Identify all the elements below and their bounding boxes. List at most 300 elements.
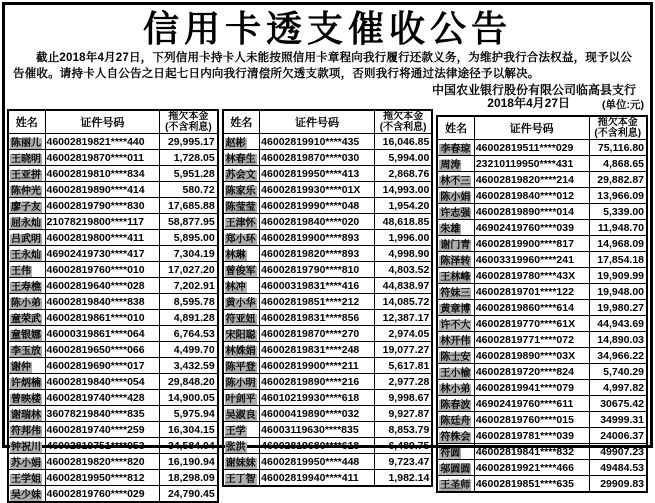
debtor-name-cell [8,134,45,150]
table-row [437,348,647,364]
debtor-name: 陈小娟 [440,192,471,203]
debtor-name-cell [223,374,260,390]
debtor-name: 廖子友 [11,202,41,213]
table-row [437,428,647,444]
debtor-amount-cell: 16,046.85 [374,134,432,150]
debtor-id-cell: 46002819851****212 [260,294,375,310]
table-row [223,374,433,390]
table-row [223,454,433,470]
debtor-name: 曾映楼 [11,394,41,405]
debtor-name: 陈士安 [440,352,471,363]
announcement-date: 2018年4月27日 [487,96,570,110]
debtor-id-cell: 46002819820****820 [45,454,160,470]
table-row [8,358,218,374]
notice-text: 截止2018年4月27日，下列信用卡持卡人未能按照信用卡章程向我行履行还款义务，为维护我行合法权益，现予以公告催收。请持卡人自公告之日起七日内向我行清偿所欠透支款项，否则我行将通过法律途径予以解决。 [13,52,633,80]
debtor-table [7,109,219,503]
debtor-id-cell: 46002819860****614 [474,300,589,316]
debtor-amount-cell: 8,853.79 [374,422,432,438]
debtor-name-cell [437,412,474,428]
debtor-amount-cell: 1,996.00 [374,230,432,246]
table-row [437,252,647,268]
debtor-amount-cell: 24006.37 [589,428,647,444]
debtor-name-cell [8,150,45,166]
debtor-amount-cell: 2,977.28 [374,374,432,390]
debtor-name-cell [223,294,260,310]
debtor-id-cell: 46002819820****893 [260,246,375,262]
debtor-id-cell: 46002819890****014 [474,204,589,220]
debtor-amount-cell: 17,685.88 [160,198,218,214]
debtor-name: 林不三 [440,176,471,187]
debtor-name-cell [223,230,260,246]
debtor-name-cell [437,428,474,444]
debtor-name-cell [8,294,45,310]
debtor-name: 张洪 [225,442,246,453]
debtor-name: 王寿樵 [11,282,41,293]
debtor-amount-cell: 48,618.85 [374,214,432,230]
debtor-name: 苏会文 [225,170,256,181]
debtor-name-cell [8,470,45,486]
debtor-id-cell: 46002819841****832 [474,444,589,460]
table-row [223,134,433,150]
debtor-name: 谢仲 [11,362,31,373]
debtor-name: 宋阳聪 [225,330,256,341]
table-row [8,278,218,294]
debtor-name: 林琳 [225,250,246,261]
debtor-name-cell [8,198,45,214]
debtor-name-cell [223,166,260,182]
debtor-name: 林冲 [225,282,246,293]
debtor-name-cell [437,444,474,460]
debtor-id-cell: 46002819760****029 [45,486,160,503]
debtor-id-cell: 46002819820****214 [474,172,589,188]
debtor-name-cell [437,140,474,156]
debtor-id-cell: 46002819770****61X [474,316,589,332]
debtor-amount-cell: 6,764.53 [160,326,218,342]
debtor-id-cell: 46002819690****017 [45,358,160,374]
debtor-id-cell: 46002819790****810 [260,262,375,278]
debtor-name-cell [8,278,45,294]
debtor-amount-cell: 24,790.45 [160,486,218,503]
debtor-name-cell [437,396,474,412]
table-row [437,284,647,300]
debtor-name-cell [223,198,260,214]
debtor-name: 吴淑良 [225,410,256,421]
table-row [437,364,647,380]
debtor-name: 林小弟 [440,384,471,395]
table-row [223,422,433,438]
debtor-name-cell [223,438,260,454]
debtor-amount-cell: 14,085.72 [374,294,432,310]
table-body [223,134,433,487]
table-row [8,438,218,454]
debtor-amount-cell: 5,895.00 [160,230,218,246]
debtor-name-cell [437,284,474,300]
debtor-amount-cell: 5,740.29 [589,364,647,380]
table-row [8,182,218,198]
debtor-amount-cell: 1,954.20 [374,198,432,214]
debtor-name: 童荣武 [11,314,41,325]
debtor-name: 陈小明 [225,378,256,389]
header-row [223,110,433,134]
debtor-name-cell [223,278,260,294]
debtor-amount-cell: 17,027.20 [160,262,218,278]
debtor-name-cell [8,182,45,198]
debtor-name-cell [437,300,474,316]
debtor-table [436,115,648,493]
debtor-amount-cell: 4,868.65 [589,156,647,172]
table-row [8,486,218,503]
debtor-name: 谢妹妹 [225,458,256,469]
debtor-id-cell: 46002819810****834 [45,166,160,182]
debtor-amount-cell: 9,927.87 [374,406,432,422]
debtor-amount-cell: 29909.83 [589,476,647,493]
debtor-table-right [436,109,648,491]
debtor-name-cell [223,342,260,358]
debtor-id-cell: 46002819640****028 [45,278,160,294]
debtor-name-cell [223,358,260,374]
debtor-name-cell [8,230,45,246]
debtor-name: 陈丽儿 [11,138,41,149]
table-row [8,342,218,358]
debtor-id-cell: 46002819511****029 [474,140,589,156]
debtor-amount-cell: 5,951.28 [160,166,218,182]
debtor-id-cell: 46002819870****011 [45,150,160,166]
debtor-amount-cell: 1,982.14 [374,470,432,487]
table-row [437,268,647,284]
debtor-amount-cell: 58,877.95 [160,214,218,230]
debtor-amount-cell: 5,994.00 [374,150,432,166]
table-row [437,396,647,412]
debtor-id-cell: 46002819760****010 [45,262,160,278]
debtor-id-cell: 46002819740****259 [45,422,160,438]
debtor-name: 符株会 [440,432,471,443]
table-row [437,220,647,236]
debtor-name-cell [223,422,260,438]
table-row [223,390,433,406]
debtor-id-cell: 46002819790****830 [45,198,160,214]
debtor-name-cell [8,214,45,230]
debtor-id-cell: 46002819950****413 [260,166,375,182]
table-row [437,172,647,188]
debtor-id-cell: 36078219840****835 [45,406,160,422]
debtor-id-cell: 46002819900****817 [474,236,589,252]
debtor-name-cell [437,476,474,493]
debtor-name-cell [223,454,260,470]
table-row [223,358,433,374]
table-row [223,230,433,246]
debtor-name-cell [437,380,474,396]
debtor-name-cell [8,166,45,182]
debtor-name-cell [8,246,45,262]
debtor-name: 陈家乐 [225,186,256,197]
table-row [223,198,433,214]
debtor-name-cell [8,390,45,406]
table-row [437,316,647,332]
debtor-name-cell [223,134,260,150]
table-row [8,166,218,182]
debtor-name: 童银娜 [11,330,41,341]
debtor-name: 王学姐 [11,474,41,485]
debtor-amount-cell: 3,432.59 [160,358,218,374]
debtor-amount-cell: 2,868.76 [374,166,432,182]
header-row [437,116,647,140]
debtor-amount-cell: 9,998.67 [374,390,432,406]
debtor-amount-cell: 5,339.00 [589,204,647,220]
debtor-amount-cell: 18,298.09 [160,470,218,486]
debtor-name: 符圆 [440,448,461,459]
debtor-name: 谢门青 [440,240,471,251]
table-row [437,444,647,460]
debtor-name: 郑小环 [225,234,256,245]
debtor-name-cell [437,236,474,252]
debtor-id-cell: 46002819680****618 [260,438,375,454]
col-header-id: 证件号码 [45,110,160,134]
debtor-name-cell [437,252,474,268]
debtor-amount-cell: 29,995.17 [160,134,218,150]
debtor-name-cell [437,348,474,364]
debtor-id-cell: 46002819851****635 [474,476,589,493]
debtor-name-cell [437,172,474,188]
debtor-id-cell: 46000319831****416 [260,278,375,294]
debtor-name-cell [437,268,474,284]
table-body [8,134,218,503]
debtor-amount-cell: 44,943.69 [589,316,647,332]
debtor-name-cell [437,156,474,172]
table-row [223,246,433,262]
table-row [8,310,218,326]
table-row [223,326,433,342]
debtor-amount-cell: 29,848.20 [160,374,218,390]
debtor-amount-cell: 4,997.82 [589,380,647,396]
debtor-id-cell: 46002819890****414 [45,182,160,198]
debtor-name: 李春琼 [440,144,471,155]
debtor-name-cell [8,310,45,326]
debtor-amount-cell: 16,190.94 [160,454,218,470]
debtor-id-cell: 46002819800****411 [45,230,160,246]
debtor-id-cell: 46003119630****835 [260,422,375,438]
debtor-name-cell [437,220,474,236]
debtor-name: 王林峰 [440,272,471,283]
debtor-name: 林春生 [225,154,256,165]
debtor-id-cell: 46002819771****072 [474,332,589,348]
debtor-name: 林开伟 [440,336,471,347]
debtor-name-cell [223,390,260,406]
col-header-id: 证件号码 [474,116,589,140]
debtor-name-cell [437,204,474,220]
debtor-amount-cell: 14,900.05 [160,390,218,406]
debtor-id-cell: 46002819781****039 [474,428,589,444]
debtor-amount-cell: 19,077.27 [374,342,432,358]
debtor-id-cell: 46000419890****032 [260,406,375,422]
debtor-name: 王圣师 [440,480,471,491]
debtor-id-cell: 46002819760****015 [474,412,589,428]
debtor-name: 许不大 [440,320,471,331]
debtor-amount-cell: 44,838.97 [374,278,432,294]
debtor-name: 吕武明 [11,234,41,245]
debtor-name: 王亚拼 [11,170,41,181]
debtor-id-cell: 46002819921****466 [474,460,589,476]
debtor-id-cell: 46002819890****03X [474,348,589,364]
table-row [223,262,433,278]
header-row [8,110,218,134]
debtor-id-cell: 46002819840****012 [474,188,589,204]
debtor-name: 陈春波 [440,400,471,411]
debtor-name: 王小榆 [440,368,471,379]
debtor-name: 周涛 [440,160,461,171]
debtor-amount-cell: 14,993.00 [374,182,432,198]
debtor-name: 王丁智 [225,474,256,485]
debtor-amount-cell: 19,909.99 [589,268,647,284]
debtor-id-cell: 46002819780****43X [474,268,589,284]
debtor-id-cell: 46002819870****030 [260,150,375,166]
debtor-amount-cell: 49484.53 [589,460,647,476]
debtor-name: 许志强 [440,208,471,219]
debtor-amount-cell: 9,723.47 [374,454,432,470]
debtor-amount-cell: 14,968.09 [589,236,647,252]
debtor-name: 王伟 [11,266,31,277]
col-header-amount: 拖欠本金 (不含利息) [374,110,432,134]
table-row [437,188,647,204]
debtor-name: 苏小娟 [11,458,41,469]
debtor-id-cell: 46002819701****122 [474,284,589,300]
debtor-amount-cell: 30675.42 [589,396,647,412]
table-row [223,278,433,294]
table-row [223,166,433,182]
col-header-id: 证件号码 [260,110,375,134]
table-row [8,230,218,246]
debtor-id-cell: 46002819930****01X [260,182,375,198]
debtor-id-cell: 46002819861****010 [45,310,160,326]
debtor-name: 符亚妞 [225,314,256,325]
debtor-id-cell: 46002819950****812 [45,470,160,486]
debtor-table [222,109,434,487]
debtor-id-cell: 46902419760****611 [474,396,589,412]
bank-name: 中国农业银行股份有限公司临高县支行 [431,83,636,97]
debtor-id-cell: 46002819650****066 [45,342,160,358]
table-row [437,332,647,348]
debtor-id-cell: 46002819900****211 [260,358,375,374]
debtor-name: 黄小华 [225,298,256,309]
table-row [437,300,647,316]
debtor-name: 黄章博 [440,304,471,315]
debtor-name-cell [8,358,45,374]
debtor-name-cell [223,310,260,326]
debtor-name: 李玉放 [11,346,41,357]
debtor-amount-cell: 7,304.19 [160,246,218,262]
table-row [437,156,647,172]
debtor-id-cell: 46002819890****216 [260,374,375,390]
table-row [223,342,433,358]
debtor-amount-cell: 34,584.04 [160,438,218,454]
debtor-name-cell [437,364,474,380]
debtor-amount-cell: 13,966.09 [589,188,647,204]
debtor-amount-cell: 5,975.94 [160,406,218,422]
debtor-name-cell [223,150,260,166]
debtor-name-cell [8,438,45,454]
debtor-name-cell [223,326,260,342]
debtor-id-cell: 46002819941****079 [474,380,589,396]
table-row [8,470,218,486]
table-row [437,412,647,428]
table-body [437,140,647,493]
table-row [8,198,218,214]
debtor-id-cell: 23210119950****431 [474,156,589,172]
table-row [223,406,433,422]
debtor-name-cell [437,460,474,476]
debtor-id-cell: 46010219930****618 [260,390,375,406]
debtor-amount-cell: 75,116.80 [589,140,647,156]
col-header-amount: 拖欠本金 (不含利息) [160,110,218,134]
debtor-name: 王津怀 [225,218,256,229]
debtor-name: 符邦伟 [11,426,41,437]
debtor-name-cell [223,246,260,262]
debtor-name-cell [437,316,474,332]
debtor-table-middle [222,109,434,485]
col-header-name: 姓名 [437,116,474,140]
debtor-amount-cell: 19,980.27 [589,300,647,316]
debtor-amount-cell: 34,966.22 [589,348,647,364]
debtor-name: 吴少妹 [11,490,41,501]
debtor-name: 陈仲光 [11,186,41,197]
table-row [223,294,433,310]
table-row [8,374,218,390]
debtor-name: 符妹三 [440,288,471,299]
debtor-name-cell [8,342,45,358]
debtor-name: 陈小弟 [11,298,41,309]
debtor-amount-cell: 34999.31 [589,412,647,428]
debtor-id-cell: 46002819840****838 [45,294,160,310]
debtor-name: 陈廷舟 [440,416,471,427]
debtor-amount-cell: 5,617.81 [374,358,432,374]
debtor-name: 陈泽转 [440,256,471,267]
debtor-name-cell [437,188,474,204]
table-row [8,214,218,230]
page-title: 信用卡透支催收公告 [142,8,512,49]
debtor-name-cell [8,486,45,503]
table-row [8,422,218,438]
debtor-name-cell [223,262,260,278]
debtor-name-cell [223,182,260,198]
table-row [8,326,218,342]
debtor-amount-cell: 4,998.90 [374,246,432,262]
table-row [8,150,218,166]
table-row [223,310,433,326]
debtor-name: 曾俊军 [225,266,256,277]
debtor-name: 谢瑞林 [11,410,41,421]
table-row [437,204,647,220]
debtor-id-cell: 46002819720****824 [474,364,589,380]
debtor-id-cell: 46902419730****417 [45,246,160,262]
table-row [8,454,218,470]
table-row [223,214,433,230]
debtor-amount-cell: 6,489.75 [374,438,432,454]
debtor-amount-cell: 4,891.28 [160,310,218,326]
debtor-id-cell: 46002819940****411 [260,470,375,487]
unit-note: (单位:元) [602,99,644,111]
debtor-name-cell [437,332,474,348]
debtor-id-cell: 46002819840****020 [260,214,375,230]
debtor-name-cell [8,454,45,470]
debtor-amount-cell: 11,948.70 [589,220,647,236]
debtor-id-cell: 46002819900****893 [260,230,375,246]
col-header-amount: 拖欠本金 (不含利息) [589,116,647,140]
col-header-name: 姓名 [8,110,45,134]
debtor-amount-cell: 7,202.91 [160,278,218,294]
debtor-id-cell: 46000319861****064 [45,326,160,342]
table-row [437,140,647,156]
debtor-name: 王永灿 [11,250,41,261]
debtor-name-cell [223,214,260,230]
